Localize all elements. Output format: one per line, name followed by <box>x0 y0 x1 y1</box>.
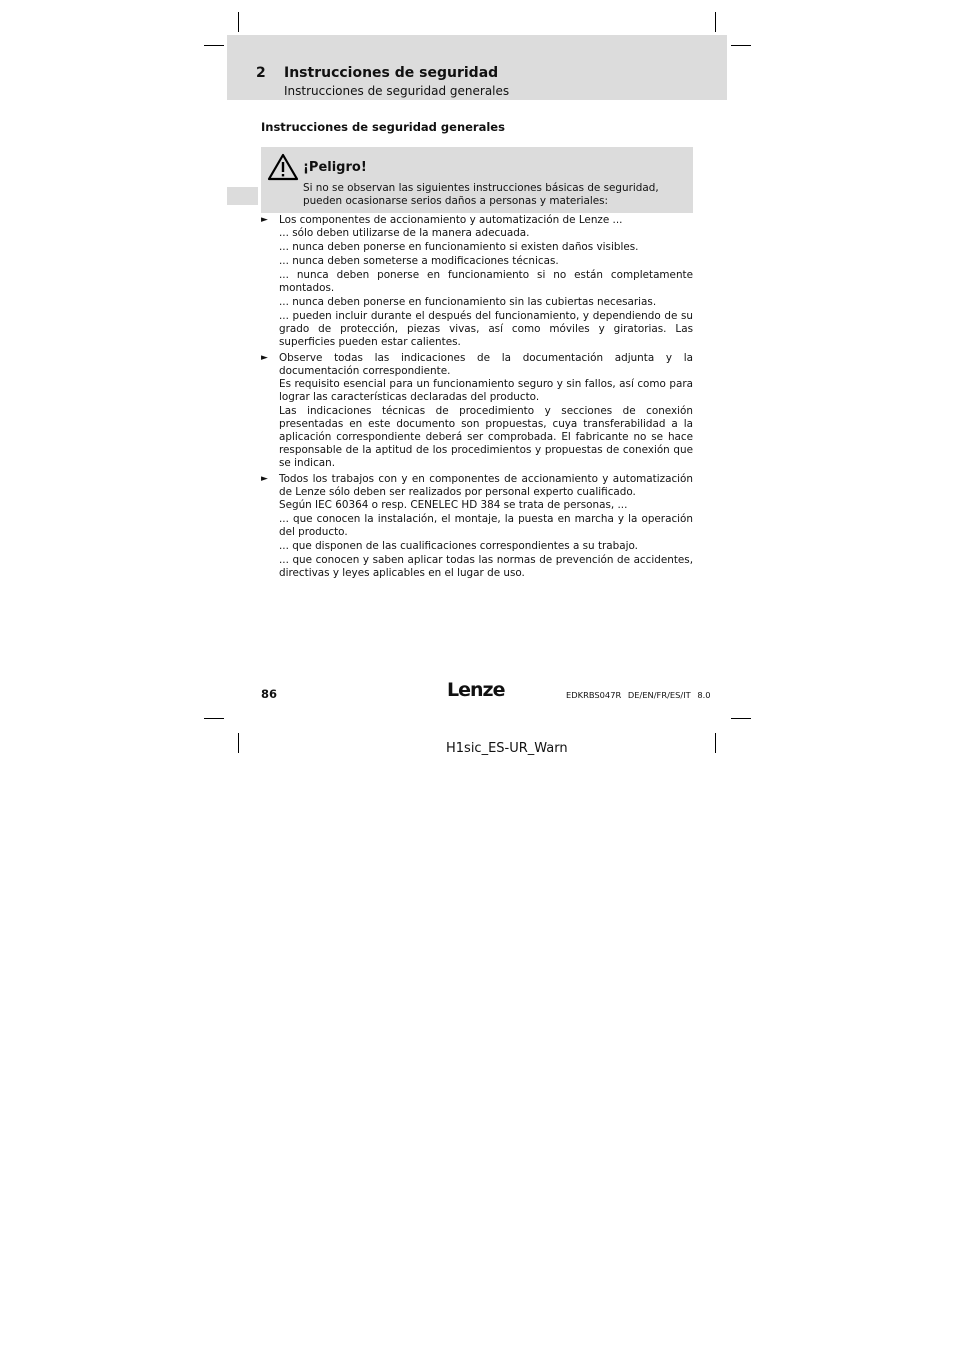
list-item <box>261 473 693 580</box>
list-item <box>261 352 693 470</box>
crop-mark <box>238 12 239 32</box>
crop-mark <box>238 733 239 753</box>
list-item-line: ... sólo deben utilizarse de la manera adecuada. <box>279 227 530 239</box>
chapter-title: Instrucciones de seguridad <box>284 65 499 81</box>
list-item-line: ... que disponen de las cualificaciones correspondientes a su trabajo. <box>279 540 638 552</box>
crop-mark <box>204 718 224 719</box>
list-item <box>261 214 693 349</box>
danger-notice <box>261 147 693 213</box>
brand-logo: Lenze <box>447 679 505 701</box>
warning-triangle-icon <box>267 153 299 181</box>
crop-mark <box>204 45 224 46</box>
bullet-arrow-icon: ► <box>261 474 268 484</box>
crop-mark <box>731 718 751 719</box>
list-item-line: ... nunca deben someterse a modificaciones técnicas. <box>279 255 559 267</box>
list-item-lead: Todos los trabajos con y en componentes de accionamiento y automatización de Lenze sólo deben ser realizados por personal experto cualificado. <box>279 473 693 498</box>
list-item-line: Según IEC 60364 o resp. CENELEC HD 384 se trata de personas, ... <box>279 499 628 511</box>
document-code: EDKRBS047R DE/EN/FR/ES/IT 8.0 <box>566 690 711 700</box>
list-item-line: ... que conocen la instalación, el montaje, la puesta en marcha y la operación del producto. <box>279 513 693 538</box>
chapter-subtitle: Instrucciones de seguridad generales <box>284 84 510 98</box>
file-label: H1sic_ES-UR_Warn <box>446 741 568 756</box>
section-heading: Instrucciones de seguridad generales <box>261 120 505 134</box>
list-item-line: ... que conocen y saben aplicar todas las normas de prevención de accidentes, directivas y leyes aplicables en el lugar de uso. <box>279 554 693 579</box>
bullet-arrow-icon: ► <box>261 215 268 225</box>
crop-mark <box>731 45 751 46</box>
list-item-line: Es requisito esencial para un funcionamiento seguro y sin fallos, así como para lograr las características declaradas del producto. <box>279 378 693 403</box>
list-item-line: ... pueden incluir durante el después del funcionamiento, y dependiendo de su grado de protección, piezas vivas, así como móviles y giratorias. Las superficies pueden estar calientes. <box>279 310 693 348</box>
danger-title: ¡Peligro! <box>303 160 367 175</box>
crop-mark <box>715 12 716 32</box>
bullet-arrow-icon: ► <box>261 353 268 363</box>
danger-text: Si no se observan las siguientes instrucciones básicas de seguridad, pueden ocasionarse serios daños a personas y materiales: <box>303 182 659 207</box>
list-item-line: ... nunca deben ponerse en funcionamiento si existen daños visibles. <box>279 241 639 253</box>
chapter-side-tab <box>227 187 258 205</box>
chapter-number: 2 <box>256 65 266 81</box>
list-item-line: ... nunca deben ponerse en funcionamiento sin las cubiertas necesarias. <box>279 296 657 308</box>
list-item-line: Las indicaciones técnicas de procedimiento y secciones de conexión presentadas en este documento son propuestas, cuya transferabilidad a la aplicación correspondiente deberá ser comprobada. El fabricante no se hace responsable de la aptitud de los procedimientos y propuestas de conexión que se indican. <box>279 405 693 469</box>
safety-instructions-list <box>261 214 693 581</box>
list-item-lead: Observe todas las indicaciones de la documentación adjunta y la documentación correspondiente. <box>279 352 693 377</box>
page-number: 86 <box>261 687 278 701</box>
list-item-lead: Los componentes de accionamiento y automatización de Lenze ... <box>279 214 623 226</box>
list-item-line: ... nunca deben ponerse en funcionamiento si no están completamente montados. <box>279 269 693 294</box>
crop-mark <box>715 733 716 753</box>
